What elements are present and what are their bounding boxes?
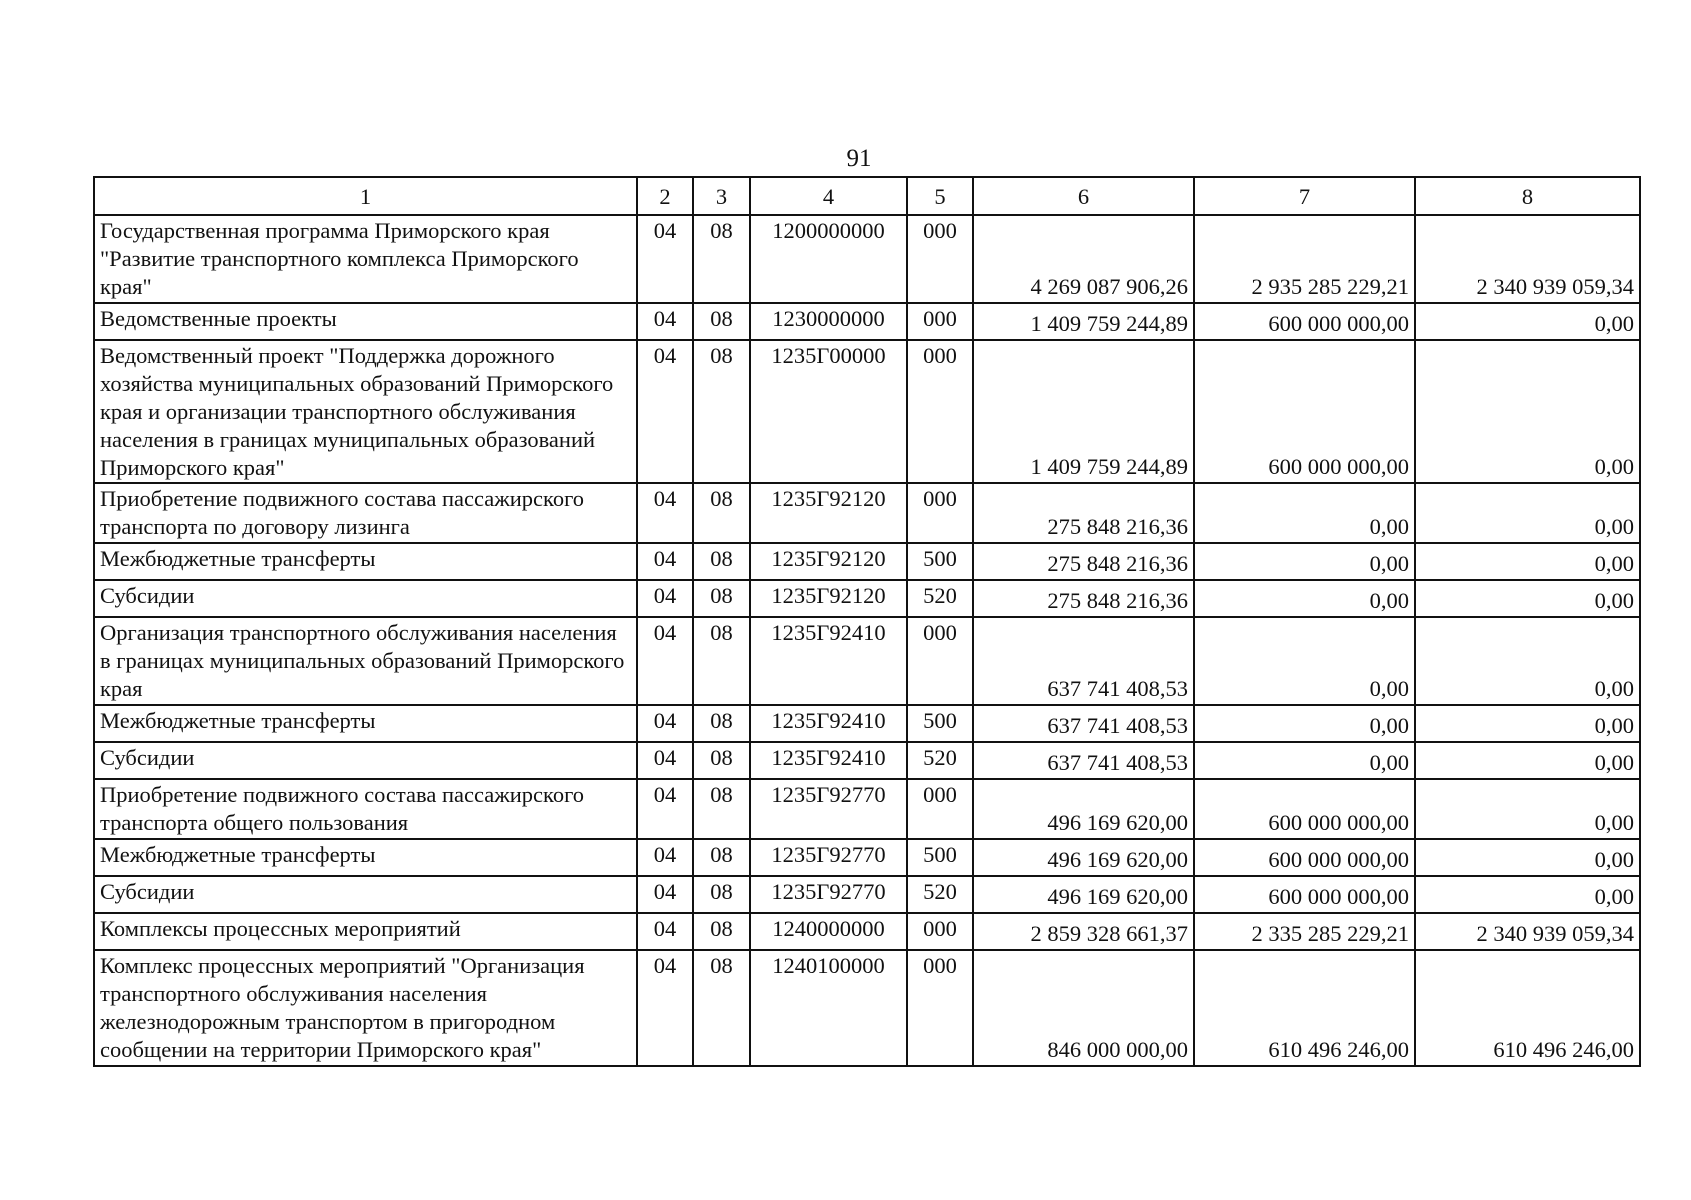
row-name: Субсидии bbox=[94, 876, 637, 913]
amount-col7: 0,00 bbox=[1194, 742, 1415, 779]
table-row bbox=[94, 340, 1640, 483]
expense-type-code: 500 bbox=[907, 839, 973, 876]
table-header-row bbox=[94, 177, 1640, 215]
expense-type-code: 520 bbox=[907, 876, 973, 913]
section-code: 04 bbox=[637, 303, 693, 340]
amount-col8: 0,00 bbox=[1415, 580, 1640, 617]
amount-col6: 496 169 620,00 bbox=[973, 839, 1194, 876]
expense-type-code: 000 bbox=[907, 950, 973, 1066]
amount-col7: 2 335 285 229,21 bbox=[1194, 913, 1415, 950]
amount-col8: 0,00 bbox=[1415, 742, 1640, 779]
target-article-code: 1230000000 bbox=[750, 303, 907, 340]
subsection-code: 08 bbox=[693, 543, 750, 580]
table-row bbox=[94, 950, 1640, 1066]
row-name: Субсидии bbox=[94, 742, 637, 779]
expense-type-code: 000 bbox=[907, 779, 973, 839]
amount-col8: 2 340 939 059,34 bbox=[1415, 215, 1640, 303]
target-article-code: 1240100000 bbox=[750, 950, 907, 1066]
target-article-code: 1235Г92410 bbox=[750, 705, 907, 742]
amount-col6: 496 169 620,00 bbox=[973, 779, 1194, 839]
amount-col7: 0,00 bbox=[1194, 617, 1415, 705]
subsection-code: 08 bbox=[693, 839, 750, 876]
table-row bbox=[94, 913, 1640, 950]
row-name: Субсидии bbox=[94, 580, 637, 617]
target-article-code: 1235Г92120 bbox=[750, 543, 907, 580]
subsection-code: 08 bbox=[693, 742, 750, 779]
subsection-code: 08 bbox=[693, 913, 750, 950]
row-name: Приобретение подвижного состава пассажирского транспорта по договору лизинга bbox=[94, 483, 637, 543]
expense-type-code: 500 bbox=[907, 543, 973, 580]
table-row bbox=[94, 705, 1640, 742]
amount-col6: 637 741 408,53 bbox=[973, 705, 1194, 742]
target-article-code: 1235Г92770 bbox=[750, 839, 907, 876]
expense-type-code: 000 bbox=[907, 483, 973, 543]
expense-type-code: 000 bbox=[907, 340, 973, 483]
section-code: 04 bbox=[637, 215, 693, 303]
subsection-code: 08 bbox=[693, 483, 750, 543]
section-code: 04 bbox=[637, 580, 693, 617]
amount-col8: 610 496 246,00 bbox=[1415, 950, 1640, 1066]
table-row bbox=[94, 215, 1640, 303]
expense-type-code: 000 bbox=[907, 617, 973, 705]
section-code: 04 bbox=[637, 839, 693, 876]
column-header: 8 bbox=[1415, 177, 1640, 215]
amount-col8: 0,00 bbox=[1415, 876, 1640, 913]
row-name: Организация транспортного обслуживания населения в границах муниципальных образований Приморского края bbox=[94, 617, 637, 705]
amount-col7: 0,00 bbox=[1194, 543, 1415, 580]
section-code: 04 bbox=[637, 705, 693, 742]
section-code: 04 bbox=[637, 340, 693, 483]
table-row bbox=[94, 742, 1640, 779]
section-code: 04 bbox=[637, 950, 693, 1066]
row-name: Приобретение подвижного состава пассажирского транспорта общего пользования bbox=[94, 779, 637, 839]
column-header: 3 bbox=[693, 177, 750, 215]
expense-type-code: 000 bbox=[907, 303, 973, 340]
amount-col6: 1 409 759 244,89 bbox=[973, 303, 1194, 340]
subsection-code: 08 bbox=[693, 580, 750, 617]
amount-col8: 0,00 bbox=[1415, 303, 1640, 340]
target-article-code: 1235Г92120 bbox=[750, 580, 907, 617]
amount-col7: 610 496 246,00 bbox=[1194, 950, 1415, 1066]
section-code: 04 bbox=[637, 779, 693, 839]
section-code: 04 bbox=[637, 617, 693, 705]
amount-col8: 0,00 bbox=[1415, 483, 1640, 543]
target-article-code: 1200000000 bbox=[750, 215, 907, 303]
amount-col7: 0,00 bbox=[1194, 483, 1415, 543]
amount-col7: 600 000 000,00 bbox=[1194, 839, 1415, 876]
table-row bbox=[94, 303, 1640, 340]
amount-col6: 637 741 408,53 bbox=[973, 742, 1194, 779]
target-article-code: 1235Г92410 bbox=[750, 742, 907, 779]
table-row bbox=[94, 839, 1640, 876]
section-code: 04 bbox=[637, 742, 693, 779]
amount-col7: 600 000 000,00 bbox=[1194, 303, 1415, 340]
amount-col6: 2 859 328 661,37 bbox=[973, 913, 1194, 950]
table-row bbox=[94, 580, 1640, 617]
row-name: Ведомственный проект "Поддержка дорожного хозяйства муниципальных образований Приморского края и организации транспортного обслуживания населения в границах муниципальных образований Приморского края" bbox=[94, 340, 637, 483]
amount-col6: 496 169 620,00 bbox=[973, 876, 1194, 913]
expense-type-code: 000 bbox=[907, 215, 973, 303]
expense-type-code: 000 bbox=[907, 913, 973, 950]
amount-col6: 275 848 216,36 bbox=[973, 580, 1194, 617]
section-code: 04 bbox=[637, 913, 693, 950]
row-name: Государственная программа Приморского края "Развитие транспортного комплекса Приморского края" bbox=[94, 215, 637, 303]
column-header: 1 bbox=[94, 177, 637, 215]
expense-type-code: 500 bbox=[907, 705, 973, 742]
amount-col8: 0,00 bbox=[1415, 779, 1640, 839]
row-name: Межбюджетные трансферты bbox=[94, 543, 637, 580]
table-row bbox=[94, 617, 1640, 705]
column-header: 4 bbox=[750, 177, 907, 215]
row-name: Межбюджетные трансферты bbox=[94, 839, 637, 876]
table-row bbox=[94, 483, 1640, 543]
budget-table bbox=[93, 176, 1641, 1067]
amount-col6: 846 000 000,00 bbox=[973, 950, 1194, 1066]
row-name: Комплекс процессных мероприятий "Организация транспортного обслуживания населения железнодорожным транспортом в пригородном сообщении на территории Приморского края" bbox=[94, 950, 637, 1066]
subsection-code: 08 bbox=[693, 303, 750, 340]
amount-col6: 4 269 087 906,26 bbox=[973, 215, 1194, 303]
amount-col7: 0,00 bbox=[1194, 580, 1415, 617]
target-article-code: 1240000000 bbox=[750, 913, 907, 950]
amount-col8: 2 340 939 059,34 bbox=[1415, 913, 1640, 950]
amount-col8: 0,00 bbox=[1415, 617, 1640, 705]
column-header: 5 bbox=[907, 177, 973, 215]
target-article-code: 1235Г92770 bbox=[750, 876, 907, 913]
table-row bbox=[94, 876, 1640, 913]
column-header: 6 bbox=[973, 177, 1194, 215]
amount-col8: 0,00 bbox=[1415, 543, 1640, 580]
target-article-code: 1235Г92410 bbox=[750, 617, 907, 705]
column-header: 7 bbox=[1194, 177, 1415, 215]
column-header: 2 bbox=[637, 177, 693, 215]
amount-col6: 275 848 216,36 bbox=[973, 543, 1194, 580]
amount-col7: 600 000 000,00 bbox=[1194, 340, 1415, 483]
subsection-code: 08 bbox=[693, 617, 750, 705]
amount-col7: 600 000 000,00 bbox=[1194, 779, 1415, 839]
subsection-code: 08 bbox=[693, 705, 750, 742]
amount-col6: 1 409 759 244,89 bbox=[973, 340, 1194, 483]
section-code: 04 bbox=[637, 876, 693, 913]
amount-col8: 0,00 bbox=[1415, 340, 1640, 483]
target-article-code: 1235Г00000 bbox=[750, 340, 907, 483]
target-article-code: 1235Г92120 bbox=[750, 483, 907, 543]
amount-col8: 0,00 bbox=[1415, 705, 1640, 742]
table-row bbox=[94, 779, 1640, 839]
row-name: Межбюджетные трансферты bbox=[94, 705, 637, 742]
table-row bbox=[94, 543, 1640, 580]
expense-type-code: 520 bbox=[907, 580, 973, 617]
page-number: 91 bbox=[846, 145, 872, 172]
amount-col7: 600 000 000,00 bbox=[1194, 876, 1415, 913]
subsection-code: 08 bbox=[693, 779, 750, 839]
amount-col6: 637 741 408,53 bbox=[973, 617, 1194, 705]
target-article-code: 1235Г92770 bbox=[750, 779, 907, 839]
amount-col6: 275 848 216,36 bbox=[973, 483, 1194, 543]
amount-col7: 0,00 bbox=[1194, 705, 1415, 742]
amount-col7: 2 935 285 229,21 bbox=[1194, 215, 1415, 303]
subsection-code: 08 bbox=[693, 215, 750, 303]
expense-type-code: 520 bbox=[907, 742, 973, 779]
section-code: 04 bbox=[637, 543, 693, 580]
subsection-code: 08 bbox=[693, 950, 750, 1066]
subsection-code: 08 bbox=[693, 876, 750, 913]
subsection-code: 08 bbox=[693, 340, 750, 483]
amount-col8: 0,00 bbox=[1415, 839, 1640, 876]
section-code: 04 bbox=[637, 483, 693, 543]
row-name: Ведомственные проекты bbox=[94, 303, 637, 340]
row-name: Комплексы процессных мероприятий bbox=[94, 913, 637, 950]
